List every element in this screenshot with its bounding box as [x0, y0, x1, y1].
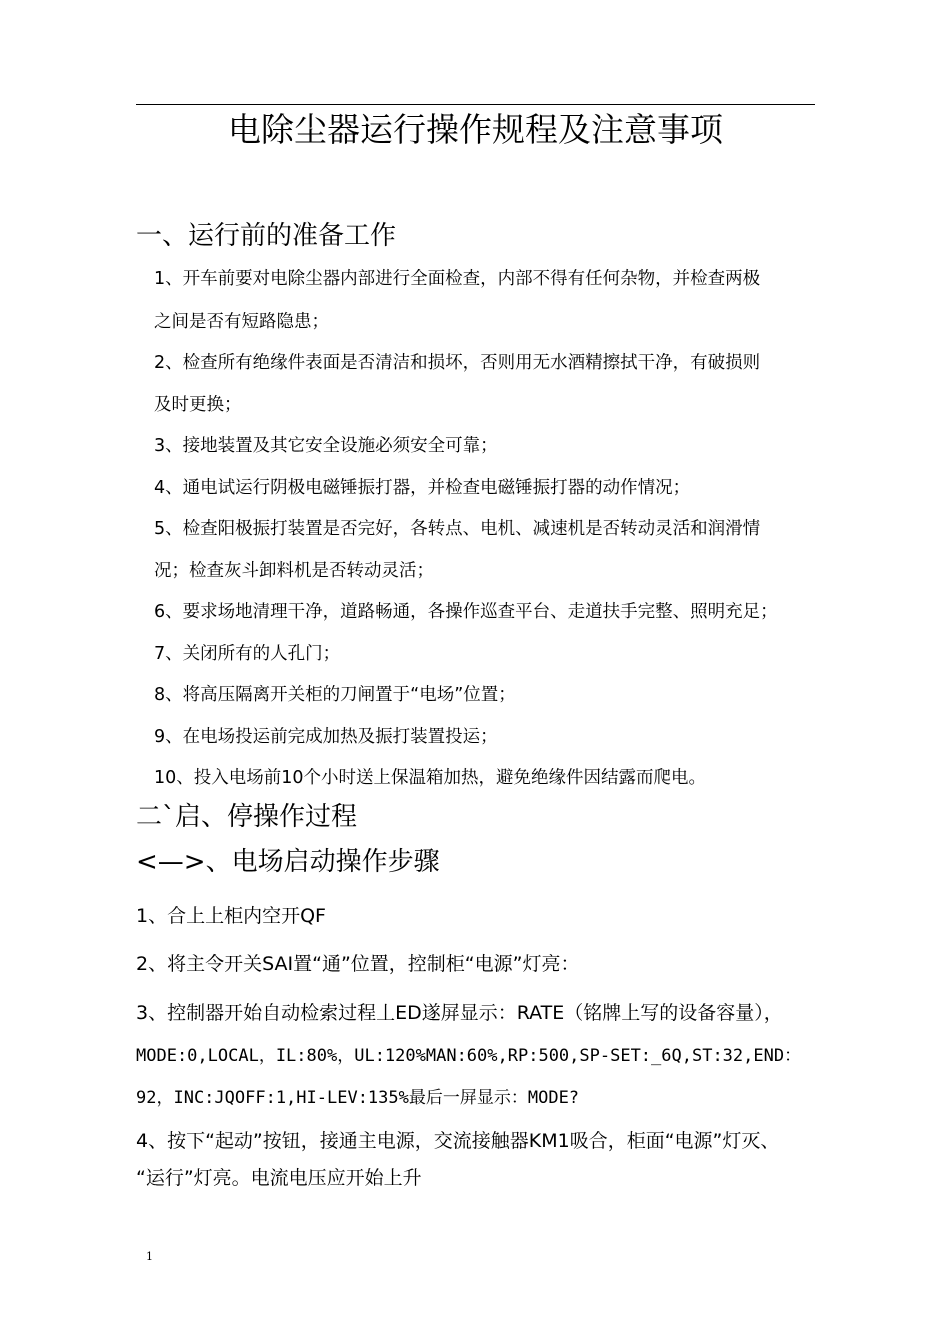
- step-line: 1、合上上柜内空开QF: [136, 905, 326, 927]
- step-line: 3、控制器开始自动检索过程丄ED遂屏显示：RATE（铭牌上写的设备容量），: [136, 1002, 783, 1024]
- list-item-line: 4、通电试运行阴极电磁锤振打器，并检查电磁锤振打器的动作情况；: [154, 478, 691, 498]
- step-line: 92，INC:JQOFF:1,HI-LEV:135%最后一屏显示：MODE?: [136, 1088, 580, 1108]
- list-item-line: 3、接地装置及其它安全设施必须安全可靠；: [154, 436, 498, 456]
- list-item-line: 10、投入电场前10个小时送上保温箱加热，避免绝缘件因结露而爬电。: [154, 768, 707, 788]
- step-line: MODE:0,LOCAL，IL:80%，UL:120%MAN:60%,RP:500,SP-SET:_6Q,ST:32,END：: [136, 1046, 802, 1066]
- list-item-line: 1、开车前要对电除尘器内部进行全面检查，内部不得有任何杂物，并检查两极: [154, 269, 761, 289]
- list-item-line: 7、关闭所有的人孔门；: [154, 644, 341, 664]
- step-line: 2、将主令开关SAI置“通”位置，控制柜“电源”灯亮：: [136, 953, 580, 975]
- list-item-line: 6、要求场地清理干净，道路畅通，各操作巡查平台、走道扶手完整、照明充足；: [154, 602, 778, 622]
- list-item-line: 8、将高压隔离开关柜的刀闸置于“电场”位置；: [154, 685, 516, 705]
- list-item-line: 5、检查阳极振打装置是否完好，各转点、电机、减速机是否转动灵活和润滑情: [154, 519, 761, 539]
- header-rule: [136, 104, 815, 105]
- step-line: 4、按下“起动”按钮，接通主电源，交流接触器KM1吸合，柜面“电源”灯灭、: [136, 1130, 780, 1152]
- list-item-line: 及时更换；: [154, 395, 242, 415]
- page-number: 1: [146, 1250, 153, 1263]
- list-item-line: 况；检查灰斗卸料机是否转动灵活；: [154, 561, 434, 581]
- section-heading-preparation: 一、运行前的准备工作: [136, 221, 397, 251]
- document-title: 电除尘器运行操作规程及注意事项: [228, 110, 723, 149]
- list-item-line: 之间是否有短路隐患；: [154, 312, 329, 332]
- section-heading-operation: 二`启、停操作过程: [136, 802, 358, 832]
- subsection-heading-startup: <—>、电场启动操作步骤: [136, 847, 440, 877]
- list-item-line: 9、在电场投运前完成加热及振打装置投运；: [154, 727, 498, 747]
- list-item-line: 2、检查所有绝缘件表面是否清洁和损坏，否则用无水酒精擦拭干净，有破损则: [154, 353, 761, 373]
- step-line: “运行”灯亮。电流电压应开始上升: [136, 1167, 422, 1189]
